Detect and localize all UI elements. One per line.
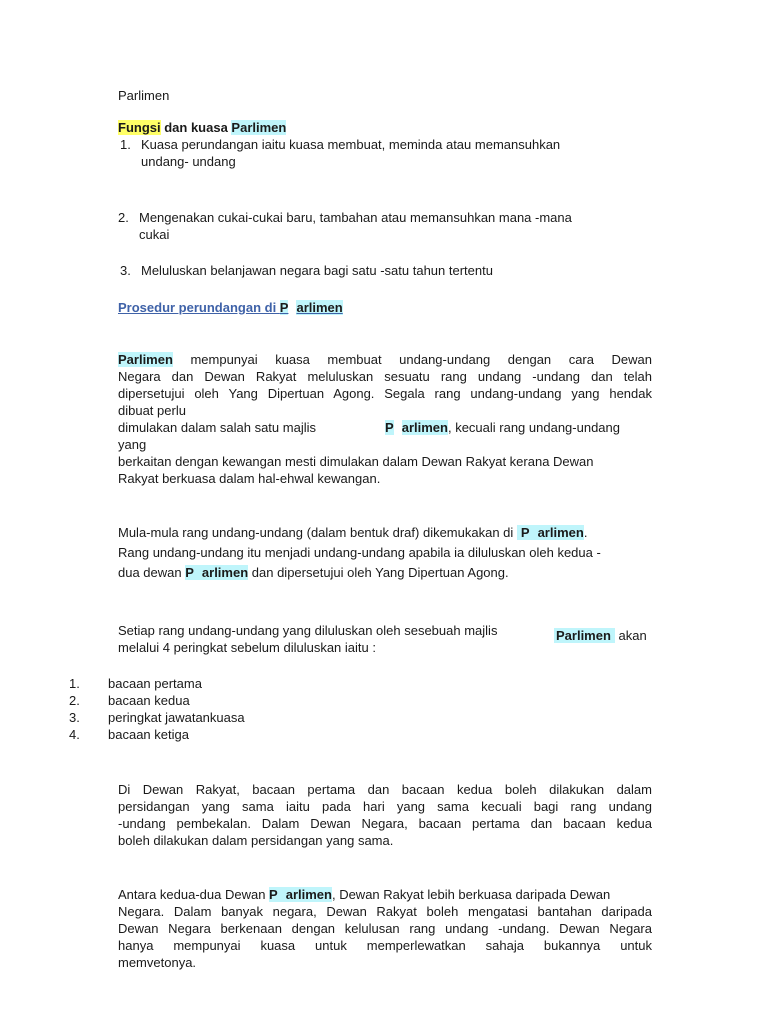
paragraph-2-line-1-a: Mula-mula rang undang-undang (dalam bentuk draf) dikemukakan di bbox=[118, 525, 517, 540]
paragraph-1-line-5-d: , kecuali rang undang-undang bbox=[447, 420, 620, 435]
paragraph-2-line-2: Rang undang-undang itu menjadi undang-undang apabila ia diluluskan oleh kedua - bbox=[118, 545, 601, 560]
function-item-3-line1: Meluluskan belanjawan negara bagi satu -satu tahun tertentu bbox=[141, 263, 493, 278]
heading-fungsi-middle: dan kuasa bbox=[160, 120, 232, 135]
function-item-2-num: 2. bbox=[118, 210, 129, 225]
function-item-1-line1: Kuasa perundangan iaitu kuasa membuat, meminda atau memansuhkan bbox=[141, 137, 561, 152]
paragraph-5-line-1-d: , Dewan Rakyat lebih berkuasa daripada Dewan bbox=[331, 887, 611, 902]
paragraph-1-line-5-p: P bbox=[385, 420, 394, 435]
paragraph-1-line-2: Negara dan Dewan Rakyat meluluskan sesuatu rang undang -undang dan telah bbox=[118, 369, 652, 384]
paragraph-2 bbox=[118, 523, 658, 583]
paragraph-1-line-4: dibuat perlu bbox=[118, 403, 186, 418]
paragraph-1-line-7: berkaitan dengan kewangan mesti dimulakan dalam Dewan Rakyat kerana Dewan bbox=[118, 454, 594, 469]
paragraph-3-line-1: Setiap rang undang-undang yang diluluskan oleh sesebuah majlis bbox=[118, 623, 498, 638]
paragraph-2-line-3-d: dan dipersetujui oleh Yang Dipertuan Agong. bbox=[248, 565, 509, 580]
paragraph-1-line-5-a: dimulakan dalam salah satu majlis bbox=[118, 420, 316, 435]
paragraph-5-line-2: Negara. Dalam banyak negara, Dewan Rakyat boleh mengatasi bantahan daripada bbox=[118, 904, 652, 919]
paragraph-1-line-8: Rakyat berkuasa dalam hal-ehwal kewangan. bbox=[118, 471, 381, 486]
heading-prosedur-arlimen: arlimen bbox=[296, 300, 343, 315]
paragraph-2-line-3-arlimen: arlimen bbox=[194, 565, 248, 580]
paragraph-1 bbox=[118, 351, 652, 487]
stage-2-num: 2. bbox=[69, 693, 80, 708]
stage-1-text: bacaan pertama bbox=[108, 676, 202, 691]
function-item-1-num: 1. bbox=[120, 137, 131, 152]
paragraph-5-line-1-a: Antara kedua-dua Dewan bbox=[118, 887, 270, 902]
paragraph-1-line-5 bbox=[118, 419, 620, 436]
heading-prosedur bbox=[118, 299, 343, 316]
paragraph-4 bbox=[118, 781, 652, 849]
paragraph-1-line-1-text: mempunyai kuasa membuat undang-undang dengan cara Dewan bbox=[172, 352, 652, 367]
stage-4-num: 4. bbox=[69, 727, 80, 742]
heading-fungsi bbox=[118, 119, 286, 136]
paragraph-4-line-3: -undang pembekalan. Dalam Dewan Negara, bacaan pertama dan bacaan kedua bbox=[118, 816, 652, 831]
paragraph-2-line-3 bbox=[118, 563, 658, 583]
heading-fungsi-word: Fungsi bbox=[118, 120, 161, 135]
stage-4-text: bacaan ketiga bbox=[108, 727, 189, 742]
heading-prosedur-p: P bbox=[279, 300, 289, 315]
paragraph-5 bbox=[118, 886, 652, 971]
paragraph-4-line-1: Di Dewan Rakyat, bacaan pertama dan bacaan kedua boleh dilakukan dalam bbox=[118, 782, 652, 797]
paragraph-1-line-3: dipersetujui oleh Yang Dipertuan Agong. Segala rang undang-undang yang hendak bbox=[118, 386, 652, 401]
paragraph-5-line-1-p: P bbox=[269, 887, 278, 902]
stage-2-text: bacaan kedua bbox=[108, 693, 190, 708]
paragraph-5-line-1 bbox=[118, 886, 652, 903]
document-title: Parlimen bbox=[118, 88, 170, 103]
paragraph-2-line-1-d: . bbox=[583, 525, 588, 540]
stage-3-text: peringkat jawatankuasa bbox=[108, 710, 245, 725]
paragraph-1-line-5-arlimen: arlimen bbox=[401, 420, 448, 435]
stage-1-num: 1. bbox=[69, 676, 80, 691]
paragraph-3-akan: akan bbox=[614, 628, 647, 643]
paragraph-5-line-1-arlimen: arlimen bbox=[278, 887, 332, 902]
paragraph-3-line-1-right bbox=[554, 627, 647, 644]
heading-fungsi-parlimen: Parlimen bbox=[231, 120, 287, 135]
paragraph-2-line-1-arlimen: arlimen bbox=[530, 525, 584, 540]
paragraph-2-line-1 bbox=[118, 523, 658, 543]
paragraph-1-line-1 bbox=[118, 351, 652, 368]
paragraph-1-line-5-group bbox=[385, 419, 620, 436]
paragraph-1-line-6: yang bbox=[118, 437, 147, 452]
paragraph-5-line-5: memvetonya. bbox=[118, 955, 197, 970]
paragraph-4-line-2: persidangan yang sama iaitu pada hari yang sama kecuali bagi rang undang bbox=[118, 799, 652, 814]
paragraph-3-line-2: melalui 4 peringkat sebelum diluluskan iaitu : bbox=[118, 640, 376, 655]
function-item-3-num: 3. bbox=[120, 263, 131, 278]
paragraph-1-parlimen: Parlimen bbox=[118, 352, 173, 367]
paragraph-3-parlimen: Parlimen bbox=[554, 628, 615, 643]
paragraph-2-line-1-p: P bbox=[517, 525, 530, 540]
paragraph-5-line-4: hanya mempunyai kuasa untuk memperlewatkan sahaja bukannya untuk bbox=[118, 938, 652, 953]
paragraph-2-line-3-p: P bbox=[185, 565, 194, 580]
stage-3-num: 3. bbox=[69, 710, 80, 725]
paragraph-5-line-3: Dewan Negara berkenaan dengan kelulusan rang undang -undang. Dewan Negara bbox=[118, 921, 652, 936]
function-item-2-line2: cukai bbox=[139, 227, 170, 242]
heading-prosedur-text: Prosedur perundangan di bbox=[118, 300, 280, 315]
function-item-2-line1: Mengenakan cukai-cukai baru, tambahan atau memansuhkan mana -mana bbox=[139, 210, 572, 225]
paragraph-2-line-3-a: dua dewan bbox=[118, 565, 186, 580]
function-item-1-line2: undang- undang bbox=[141, 154, 236, 169]
paragraph-4-line-4: boleh dilakukan dalam persidangan yang sama. bbox=[118, 833, 394, 848]
